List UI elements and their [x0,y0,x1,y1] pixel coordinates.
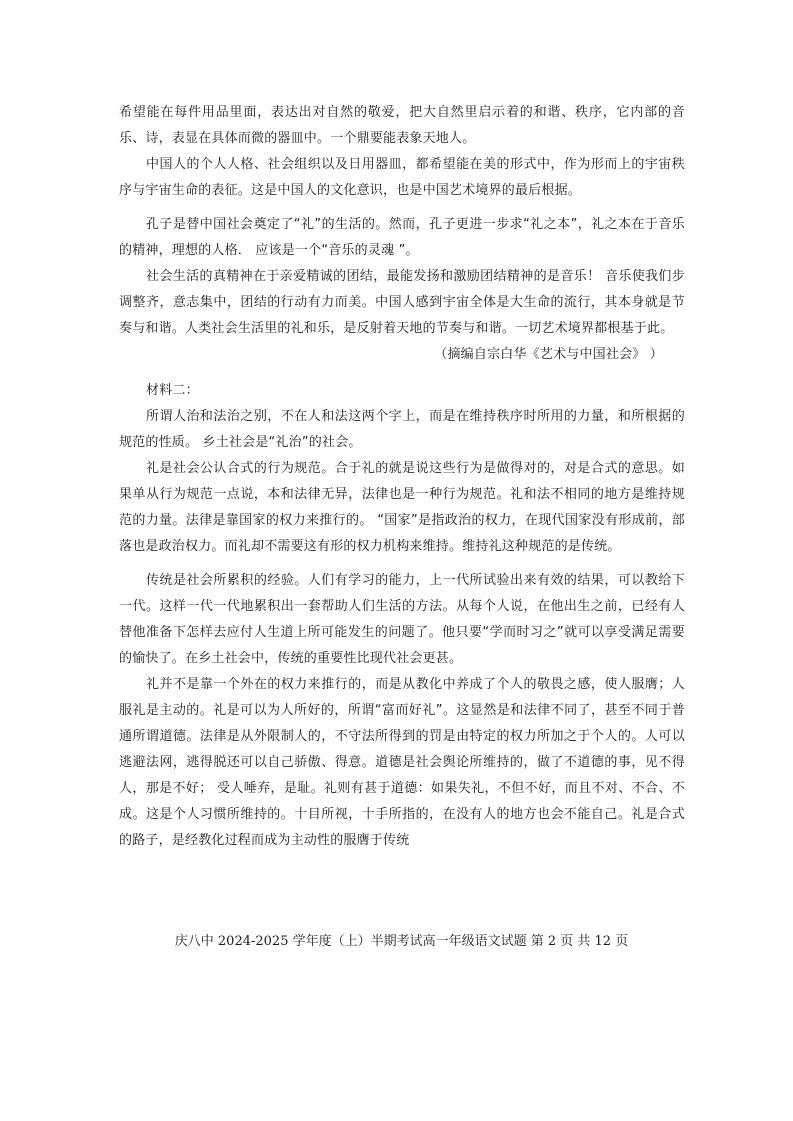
paragraph-tradition: 传统是社会所累积的经验。人们有学习的能力，上一代所试验出来有效的结果，可以教给下一代。这样一代一代地累积出一套帮助人们生活的方法。从每个人说，在他出生之前，已经有人替他准备下怎样去应付人生道上所可能发生的问题了。他只要“学而时习之”就可以享受满足需要的愉快了。在乡土社会中，传统的重要性比现代社会更甚。 [119,573,685,666]
section-title-material-two: 材料二： [146,383,199,398]
paragraph-rule-of-ritual: 所谓人治和法治之别，不在人和法这两个字上，而是在维持秩序时所用的力量，和所根据的规范的性质。 乡土社会是“礼治”的社会。 [119,409,685,450]
paragraph-ritual-norms: 礼是社会公认合式的行为规范。合于礼的就是说这些行为是做得对的，对是合式的意思。如果单从行为规范一点说，本和法律无异，法律也是一种行为规范。礼和法不相同的地方是维持规范的力量。法律是靠国家的权力来推行的。 “国家”是指政治的权力，在现代国家没有形成前，部落也是政治权力。而礼却不需要这有形的权力机构来维持。维持礼这种规范的是传统。 [119,461,685,554]
paragraph-cultural-awareness: 中国人的个人人格、社会组织以及日用器皿，都希望能在美的形式中，作为形而上的宇宙秩序与宇宙生命的表征。这是中国人的文化意识，也是中国艺术境界的最后根据。 [119,157,685,198]
paragraph-music-spirit: 社会生活的真精神在于亲爱精诚的团结，最能发扬和激励团结精神的是音乐！ 音乐使我们步调整齐，意志集中，团结的行动有力而美。中国人感到宇宙全体是大生命的流行，其本身就是节奏与和谐。人类社会生活里的礼和乐，是反射着天地的节奏与和谐。一切艺术境界都根基于此。 [119,269,685,336]
page-footer: 庆八中 2024-2025 学年度（上）半期考试高一年级语文试题 第 2 页 共 12 页 [174,934,629,949]
document-body [119,100,685,854]
paragraph-continuation: 希望能在每件用品里面，表达出对自然的敬爱，把大自然里启示着的和谐、秩序，它内部的音乐、诗，表显在具体而微的器皿中。一个鼎要能表象天地人。 [119,105,685,146]
source-citation: （摘编自宗白华《艺术与中国社会》 ） [434,347,663,362]
paragraph-ritual-vs-law: 礼并不是靠一个外在的权力来推行的，而是从教化中养成了个人的敬畏之感，使人服膺；人服礼是主动的。礼是可以为人所好的，所谓“富而好礼”。这显然是和法律不同了，甚至不同于普通所谓道德。法律是从外限制人的，不守法所得到的罚是由特定的权力所加之于个人的。人可以逃避法网，逃得脱还可以自己骄傲、得意。道德是社会舆论所维持的，做了不道德的事，见不得人，那是不好； 受人唾弃，是耻。礼则有甚于道德：如果失礼，不但不好，而且不对、不合、不成。这是个人习惯所维持的。十目所视，十手所指的，在没有人的地方也会不能自己。礼是合式的路子，是经教化过程而成为主动性的服膺于传统 [119,677,685,848]
paragraph-confucius: 孔子是替中国社会奠定了“礼”的生活的。然而，孔子更进一步求“礼之本”，礼之本在于音乐的精神，理想的人格． 应该是一个“音乐的灵魂 ”。 [119,217,685,258]
